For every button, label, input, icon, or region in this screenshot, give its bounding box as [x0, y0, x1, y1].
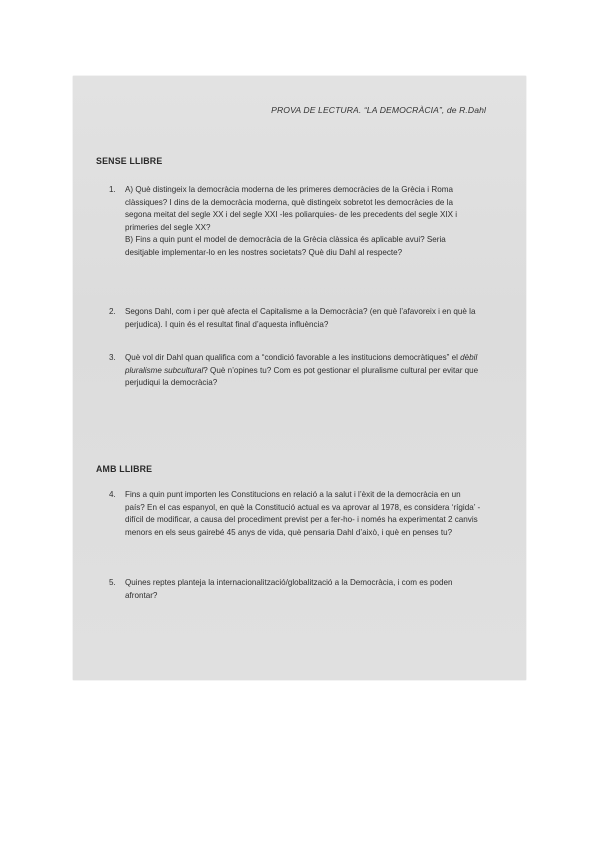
- question-number: 2.: [109, 307, 116, 316]
- question-4-text: Fins a quin punt importen les Constitucions en relació a la salut i l’èxit de la democràcia en un país? En el cas espanyol, en què la Constitució actual es va aprovar al 1978, es considera ‘rígida’ -difícil de modificar, a causa del procediment previst per a fer-ho- i només ha experimentat 2 canvis menors en els seus gairebé 45 anys de vida, què pensaria Dahl d’això, i què en penses tu?: [125, 490, 481, 537]
- question-number: 5.: [109, 578, 116, 587]
- section-title-with-book: AMB LLIBRE: [96, 464, 153, 474]
- document-header: PROVA DE LECTURA. “LA DEMOCRÀCIA”, de R.Dahl: [271, 105, 486, 115]
- question-3: [109, 352, 481, 390]
- question-3-text-italic: dèbil pluralisme subcultural: [125, 353, 478, 375]
- question-number: 4.: [109, 490, 116, 499]
- question-1: [109, 184, 481, 260]
- question-number: 3.: [109, 353, 116, 362]
- question-2: [109, 306, 481, 331]
- question-3-text-before: Què vol dir Dahl quan qualifica com a “condició favorable a les institucions democràtiques” el: [125, 353, 461, 362]
- question-2-text: Segons Dahl, com i per què afecta el Capitalisme a la Democràcia? (en què l’afavoreix i en què la perjudica). I quin és el resultat final d’aquesta influència?: [125, 307, 476, 329]
- question-1-part-a: A) Què distingeix la democràcia moderna de les primeres democràcies de la Grècia i Roma clàssiques? I dins de la democràcia moderna, què distingeix sobretot les democràcies de la segona meitat del segle XX i del segle XXI -les poliarquies- de les precedents del segle XIX i primeries del segle XX?: [125, 185, 458, 232]
- question-5: [109, 577, 481, 602]
- question-1-part-b: B) Fins a quin punt el model de democràcia de la Grècia clàssica és aplicable avui? Seria desitjable implementar-lo en les nostres societats? Què diu Dahl al respecte?: [125, 235, 446, 257]
- question-3-text-after: ? Què n’opines tu? Com es pot gestionar el pluralisme cultural per evitar que perjudiqui la democràcia?: [125, 365, 479, 388]
- question-5-text: Quines reptes planteja la internacionalització/globalització a la Democràcia, i com es poden afrontar?: [125, 578, 453, 600]
- question-number: 1.: [109, 185, 116, 194]
- paper-sheet: [73, 76, 526, 680]
- question-3-text: [125, 352, 481, 390]
- section-title-without-book: SENSE LLIBRE: [96, 156, 163, 166]
- question-4: [109, 489, 481, 539]
